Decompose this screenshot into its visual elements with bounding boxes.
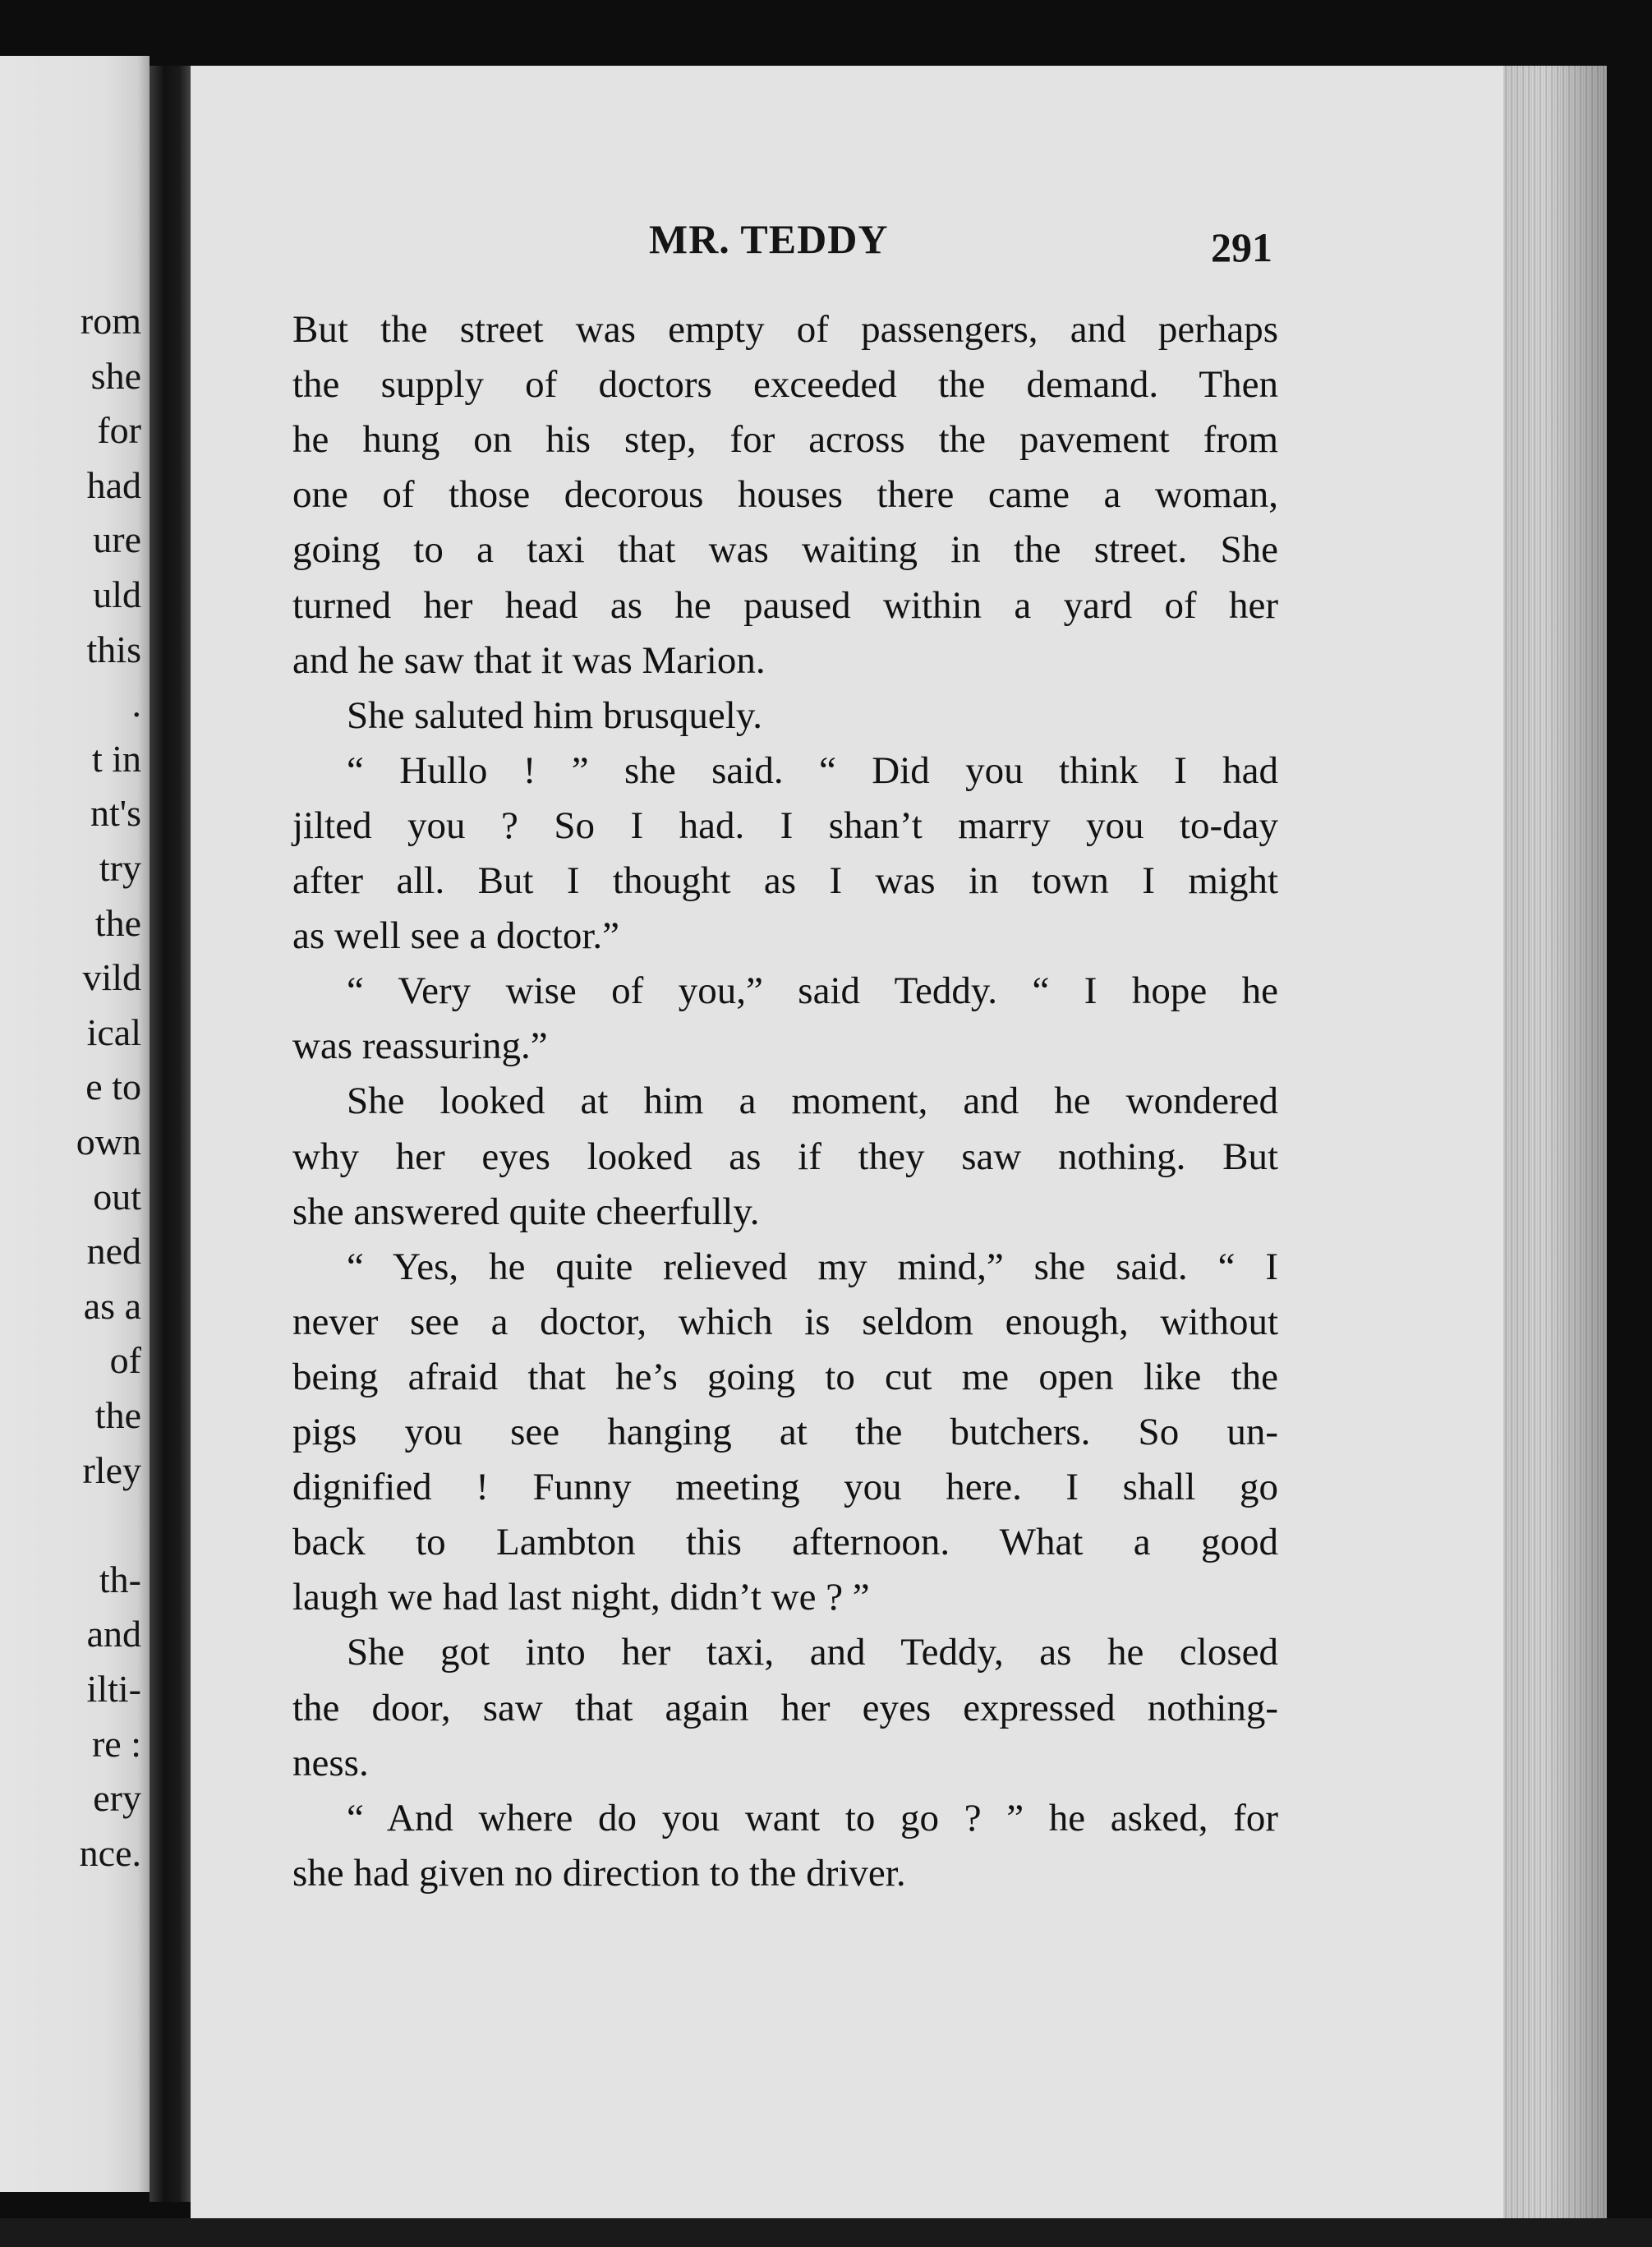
page-stack-shade [1503,66,1607,2235]
text-line: she answered quite cheerfully. [292,1190,760,1233]
left-page-fragment: as a [83,1284,141,1327]
text-line: laugh we had last night, didn’t we ? ” [292,1576,870,1619]
left-page-fragment: rley [82,1448,141,1491]
text-line: She saluted him brusquely. [347,693,763,737]
left-page-fragment: th- [99,1558,141,1600]
text-line: why her eyes looked as if they saw nothing. But [292,1135,1278,1178]
text-line: the supply of doctors exceeded the demand. Then [292,363,1278,407]
left-page-fragment: ical [86,1011,141,1053]
left-page-fragment: own [76,1121,141,1163]
left-page-fragment: rom [80,300,141,342]
running-title: MR. TEDDY [649,216,889,262]
left-page-fragment: try [99,847,141,889]
left-page-fragment: . [131,683,141,725]
left-page-fragment: had [86,463,141,506]
bottom-shadow [0,2218,1652,2247]
left-page-fragment: of [109,1339,141,1382]
text-line: after all. But I thought as I was in town I might [292,859,1278,902]
left-page-fragment: vild [82,956,141,999]
text-line: dignified ! Funny meeting you here. I shall go [292,1466,1278,1509]
text-line: never see a doctor, which is seldom enough, without [292,1300,1278,1343]
left-page-fragment: nce. [79,1831,141,1874]
text-line: one of those decorous houses there came a woman, [292,473,1278,517]
text-line: she had given no direction to the driver. [292,1851,906,1895]
left-page-fragment: ned [86,1230,141,1273]
text-line: She looked at him a moment, and he wondered [347,1080,1278,1123]
text-line: turned her head as he paused within a yard of her [292,583,1278,627]
left-page-fragment: the [94,901,141,944]
page-number: 291 [1211,224,1272,270]
text-line: as well see a doctor.” [292,914,620,958]
left-page-fragment: the [94,1394,141,1436]
left-page-fragment: ilti- [86,1668,141,1710]
text-line: But the street was empty of passengers, and perhaps [292,308,1278,351]
text-line: going to a taxi that was waiting in the street. She [292,528,1278,572]
left-page-fragment: re : [91,1722,141,1765]
text-line: pigs you see hanging at the butchers. So un- [292,1411,1278,1453]
text-line: the door, saw that again her eyes expressed nothing- [292,1686,1278,1729]
text-line: back to Lambton this afternoon. What a good [292,1521,1278,1564]
left-page-fragment: ure [93,518,141,561]
text-line: “ And where do you want to go ? ” he asked, for [347,1796,1278,1840]
text-line: jilted you ? So I had. I shan’t marry you to-day [292,803,1278,847]
text-line: ness. [292,1741,369,1784]
left-page-fragment: out [93,1175,141,1218]
text-line: he hung on his step, for across the pavement from [292,418,1278,462]
book-gutter [150,66,192,2202]
text-line: She got into her taxi, and Teddy, as he closed [347,1631,1278,1674]
left-page-fragment: ery [93,1777,141,1820]
text-line: and he saw that it was Marion. [292,638,766,682]
left-page-fragment: nt's [90,792,141,835]
left-page-fragment: she [90,354,141,397]
text-line: “ Hullo ! ” she said. “ Did you think I had [347,748,1278,792]
text-line: being afraid that he’s going to cut me open like the [292,1355,1278,1398]
previous-page-edge [0,56,150,2192]
left-page-fragment: t in [91,737,141,780]
text-line: was reassuring.” [292,1025,548,1068]
left-page-fragment: this [86,628,141,670]
left-page-fragment: e to [85,1066,141,1108]
left-page-fragment: uld [93,573,141,615]
left-page-fragment: and [86,1613,141,1655]
text-line: “ Very wise of you,” said Teddy. “ I hope he [347,969,1278,1013]
text-line: “ Yes, he quite relieved my mind,” she said. “ I [347,1245,1278,1288]
left-page-fragment: for [97,409,141,452]
